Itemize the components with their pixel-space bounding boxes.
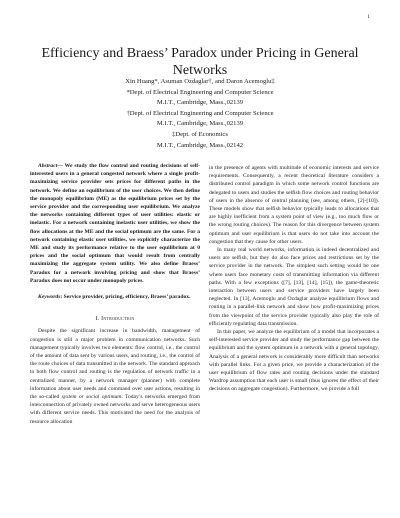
affiliation-line: M.I.T., Cambridge, Mass.,02139 <box>156 120 244 128</box>
intro-paragraph <box>30 327 200 425</box>
abstract <box>30 162 200 285</box>
paper-title: Efficiency and Braess’ Paradox under Pricing in General Networks <box>41 46 359 79</box>
author-names: Xin Huang*, Asuman Ozdaglar†, and Daron Acemoglu‡ <box>125 78 275 85</box>
abstract-lead: Abstract <box>38 163 58 169</box>
keywords <box>30 293 200 301</box>
affiliation-line: *Dept. of Electrical Engineering and Computer Science <box>126 88 274 96</box>
author-block <box>30 77 370 151</box>
body-paragraph: In many real world networks, information is indeed decentralized and users are selfish, but they do also face prices and restrictions set by the service provider in the network. The simplest such setting would be one where users face monetary costs of transmitting information via different paths. With a few exceptions ([7], [13], [14], [15]), the game-theoretic interaction between users and service providers have largely been neglected. In [13], Acemoglu and Ozdaglar analyze equilibrium flows and routing in a parallel-link network and show how profit-maximizing prices from the viewpoint of the service provider typically also play the role of efficiently regulating data transmission. <box>209 247 379 327</box>
intro-text-start: Despite the significant increase in bandwidth, management of congestion is still a major problem in communication networks. Such management typically involves two elements: flow control, i.e., the control of the amount of data sent by various users, and routing, i.e., the control of the route choices of data transmitted in the network. The standard approach to both flow control and routing is the regulation of network traffic in a centralized manner, by a network manager (planner) with complete information about user needs and command over user actions, resulting in the so-called <box>30 328 200 401</box>
left-column <box>30 162 200 508</box>
body-paragraph: in the presence of agents with multitude of economic interests and service requirements. Consequently, a recent theoretical literature considers a distributed control paradigm in which some network control functions are delegated to users and studies the selfish flow choices and routing behavior of users in the absence of central planning (see, among others, [2]-[10]). These models show that selfish behavior typically leads to allocations that are highly inefficient from a system point of view (e.g., too much flow or the wrong routing choices). The reason for this divergence between system optimum and user equilibrium is that users do not take into account the congestion that they cause for other users. <box>209 165 379 245</box>
affiliation-line: †Dept. of Electrical Engineering and Computer Science <box>126 109 274 117</box>
keywords-text: : Service provider, pricing, efficiency, Braess’ paradox. <box>60 294 191 301</box>
abstract-text: — We study the flow control and routing decisions of self-interested users in a general congested network where a single profit-maximizing service provider sets prices for different paths in the network. We define an equilibrium of the user choices. We then define the monopoly equilibrium (ME) as the equilibrium prices set by the service provider and the corresponding user equilibrium. We analyze the networks containing different types of user utilities: elastic or inelastic. For a network containing inelastic user utilities, we show the flow allocations at the ME and the social optimum are the same. For a network containing elastic user utilities, we explicitly characterize the ME and study its performance relative to the user equilibrium at 0 prices and the social optimum that would result from centrally maximizing the aggregate system utility. We also define Braess’ Paradox for a network involving pricing and show that Braess’ Paradox does not occur under monopoly prices. <box>30 163 200 284</box>
page-number: 1 <box>367 14 370 20</box>
intro-emphasis: system or social optimum <box>61 394 122 401</box>
affiliation-line: ‡Dept. of Economics <box>172 130 228 138</box>
affiliation-line: M.I.T., Cambridge, Mass.,02139 <box>156 99 244 107</box>
right-column <box>209 164 379 510</box>
keywords-lead: Keywords <box>38 294 61 301</box>
affiliation-line: M.I.T., Cambridge, Mass.,02142 <box>156 141 244 149</box>
section-heading: I. Introduction <box>95 316 135 323</box>
body-paragraph: In this paper, we analyze the equilibrium of a model that incorporates a self-interested service provider and study the performance gap between the equilibrium and the system optimum in a network with a general topology. Analysis of a general network is considerably more difficult than networks with parallel links. For a given price, we provide a characterization of the user equilibrium of flow rates and routing decisions under the standard Wardrop assumption that each user is small (thus ignores the effect of their decisions on aggregate congestion). Furthermore, we provide a full <box>209 329 379 393</box>
intro-text-end: . Today’s networks emerged from interconnection of privately owned networks and serve heterogeneous users with different service needs. This motivated the need for the analysis of resource allocation <box>30 394 200 425</box>
